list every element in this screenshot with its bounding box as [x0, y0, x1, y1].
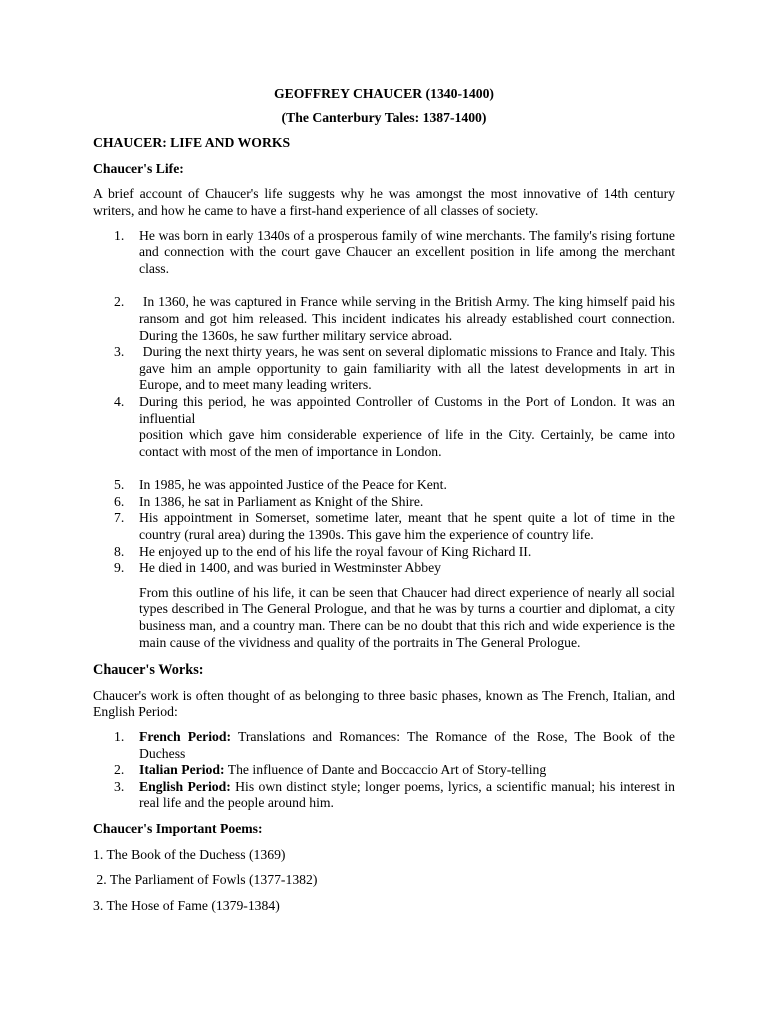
period-label: French Period: [139, 729, 232, 744]
poem-item: 2. The Parliament of Fowls (1377-1382) [93, 872, 318, 888]
life-outline-paragraph: From this outline of his life, it can be seen that Chaucer had direct experience of nearly all social types described in The General Prologue, and that he was by turns a courtier and diplomat, a city business man, and a country man. There can be no doubt that this rich and wide experience is the main cause of the vividness and quality of the portraits in The General Prologue. [139, 584, 675, 650]
list-item [93, 228, 675, 278]
life-events-list [93, 227, 679, 577]
document-subtitle: (The Canterbury Tales: 1387-1400) [281, 109, 487, 125]
list-item-text: The influence of Dante and Boccaccio Art of Story-telling [224, 762, 547, 778]
list-item-text-continued: position which gave him considerable experience of life in the City. Certainly, be came into contact with most of the men of importance in London. [139, 427, 675, 459]
list-item-text: He was born in early 1340s of a prosperous family of wine merchants. The family's rising fortune and connection with the court gave Chaucer an excellent position in life among the merchant class. [139, 227, 675, 276]
heading-chaucers-works: Chaucer's Works: [93, 662, 204, 679]
works-periods-list [93, 729, 675, 812]
list-number: 7. [114, 510, 125, 526]
list-number: 2. [114, 762, 125, 778]
period-label: English Period: [139, 778, 231, 794]
list-item-text: In 1386, he sat in Parliament as Knight of the Shire. [139, 493, 424, 509]
list-item [93, 779, 675, 812]
heading-chaucers-life: Chaucer's Life: [93, 160, 184, 176]
list-item-text: His own distinct style; longer poems, lyrics, a scientific manual; his interest in real life and the people around him. [139, 778, 675, 811]
poem-item: 3. The Hose of Fame (1379-1384) [93, 897, 280, 913]
list-number: 3. [114, 778, 125, 794]
list-item [93, 494, 675, 511]
list-item [93, 762, 675, 779]
list-item [93, 729, 675, 762]
list-item [93, 294, 679, 344]
list-item-text: In 1360, he was captured in France while serving in the British Army. The king himself paid his ransom and got him released. This incident indicates his already established court connection. During the 1360s, he saw further military service abroad. [139, 294, 679, 343]
list-item-text: His appointment in Somerset, sometime later, meant that he spent quite a lot of time in the country (rural area) during the 1390s. This gave him the experience of country life. [139, 510, 675, 543]
list-number: 1. [114, 227, 125, 243]
list-item [93, 394, 675, 460]
list-item [93, 544, 675, 561]
heading-important-poems: Chaucer's Important Poems: [93, 820, 263, 836]
document-title: GEOFFREY CHAUCER (1340-1400) [273, 86, 494, 101]
list-number: 6. [114, 493, 125, 509]
period-label: Italian Period: [139, 762, 225, 778]
document-page [93, 86, 679, 914]
list-number: 9. [114, 560, 125, 576]
poem-item: 1. The Book of the Duchess (1369) [93, 846, 286, 862]
list-item [93, 477, 675, 494]
list-item [93, 560, 675, 577]
list-item [93, 344, 679, 394]
list-number: 1. [114, 729, 125, 744]
list-item-text: During this period, he was appointed Controller of Customs in the Port of London. It was an influential [139, 393, 675, 426]
list-item-text: During the next thirty years, he was sent on several diplomatic missions to France and Italy. This gave him an ample opportunity to gain familiarity with all the latest developments in art in Europe, and to meet many leading writers. [139, 344, 679, 393]
list-item [93, 510, 675, 543]
list-number: 4. [114, 393, 125, 409]
life-intro-paragraph: A brief account of Chaucer's life suggests why he was amongst the most innovative of 14th century writers, and how he came to have a first-hand experience of all classes of society. [93, 186, 675, 218]
list-number: 2. [114, 294, 125, 310]
heading-life-and-works: CHAUCER: LIFE AND WORKS [93, 135, 291, 151]
list-number: 5. [114, 477, 125, 493]
list-item-text: He died in 1400, and was buried in Westminster Abbey [139, 560, 441, 576]
list-item-text: Translations and Romances: The Romance of the Rose, The Book of the Duchess [139, 729, 675, 761]
list-item-text: He enjoyed up to the end of his life the royal favour of King Richard II. [139, 543, 532, 559]
list-item-text: In 1985, he was appointed Justice of the Peace for Kent. [139, 477, 447, 493]
list-number: 3. [114, 344, 125, 360]
list-number: 8. [114, 543, 125, 559]
works-intro-paragraph: Chaucer's work is often thought of as belonging to three basic phases, known as The French, Italian, and English Period: [93, 687, 675, 720]
